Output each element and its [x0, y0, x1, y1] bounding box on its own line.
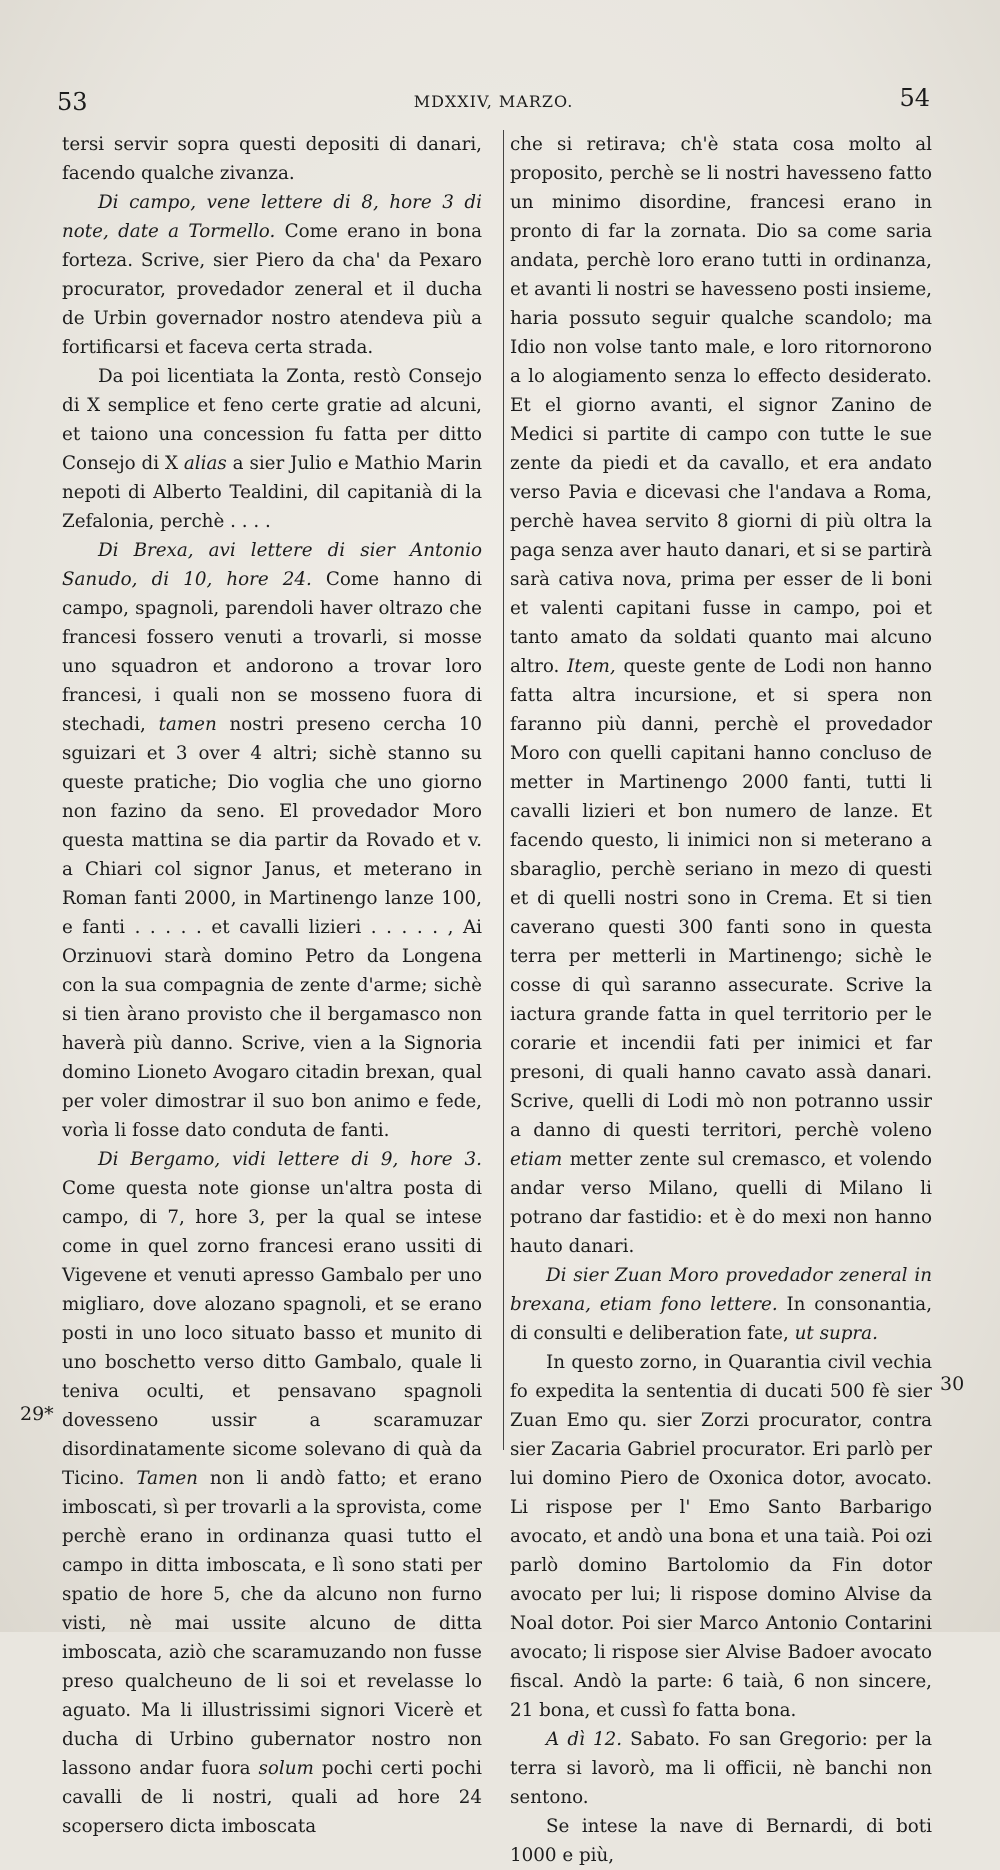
- page-number-right: 54: [899, 84, 930, 112]
- paragraph: A dì 12. Sabato. Fo san Gregorio: per la terra si lavorò, ma li officii, nè banchi non sentono.: [510, 1729, 932, 1808]
- paragraph: Di campo, vene lettere di 8, hore 3 di note, date a Tormello. Come erano in bona forteza. Scrive, sier Piero da cha' da Pexaro procurator, provedador zeneral et il ducha de Urbin governador nostro atendeva più a fortificarsi et faceva certa strada.: [62, 192, 482, 358]
- margin-number-right: 30: [940, 1373, 965, 1395]
- entry-heading: Di Bergamo, vidi lettere di 9, hore 3.: [98, 1149, 482, 1170]
- entry-heading: Di campo, vene lettere di 8, hore 3 di note, date a Tormello.: [62, 192, 482, 242]
- margin-number-left: 29*: [20, 1403, 54, 1425]
- entry-heading: Di Brexa, avi lettere di sier Antonio Sanudo, di 10, hore 24.: [62, 540, 482, 590]
- paragraph: Di Brexa, avi lettere di sier Antonio Sanudo, di 10, hore 24. Come hanno di campo, spagnoli, parendoli haver oltrazo che francesi fossero venuti a trovarli, si mosse uno squadron et andorono a trovar loro francesi, i quali non se mosseno fuora di stechadi, tamen nostri preseno cercha 10 sguizari et 3 over 4 altri; sichè stanno su queste pratiche; Dio voglia che uno giorno non fazino da seno. El provedador Moro questa mattina se dia partir da Rovado et v. a Chiari col signor Janus, et meterano in Roman fanti 2000, in Martinengo lanze 100, e fanti . . . . . et cavalli lizieri . . . . . , Ai Orzinuovi starà domino Petro da Longena con la sua compagnia de zente d'arme; sichè si tien àrano provisto che il bergamasco non haverà più danno. Scrive, vien a la Signoria domino Lioneto Avogaro citadin brexan, qual per voler dimostrar il suo bon animo e fede, vorìa li fosse dato conduta de fanti.: [62, 540, 482, 1141]
- entry-heading: A dì 12.: [546, 1729, 623, 1750]
- paragraph: Da poi licentiata la Zonta, restò Consejo di X semplice et feno certe gratie ad alcuni, et taiono una concession fu fatta per ditto Consejo di X alias a sier Julio e Mathio Marin nepoti di Alberto Tealdini, dil capitanià di la Zefalonia, perchè . . . .: [62, 366, 482, 532]
- left-column: [62, 130, 482, 1841]
- paragraph: tersi servir sopra questi depositi di danari, facendo qualche zivanza.: [62, 134, 482, 184]
- column-divider: [503, 130, 504, 1450]
- paragraph: Di sier Zuan Moro provedador zeneral in brexana, etiam fono lettere. In consonantia, di consulti e deliberation fate, ut supra.: [510, 1265, 933, 1344]
- paragraph: Se intese la nave di Bernardi, di boti 1000 e più,: [510, 1816, 932, 1866]
- paragraph: Di Bergamo, vidi lettere di 9, hore 3. Come questa note gionse un'altra posta di campo, di 7, hore 3, per la qual se intese come in quel zorno francesi erano ussiti di Vigevene et venuti apresso Gambalo per uno migliaro, dove alozano spagnoli, et se erano posti in uno loco situato basso et munito di uno boschetto verso ditto Gambalo, quale li teniva oculti, et pensavano spagnoli dovesseno ussir a scaramuzar disordinatamente sicome solevano di quà da Ticino. Tamen non li andò fatto; et erano imboscati, sì per trovarli a la sprovista, come perchè erano in ordinanza quasi tutto el campo in ditta imboscata, e lì sono stati per spatio de hore 5, che da alcuno non furno visti, nè mai ussite alcuno de ditta imboscata, aziò che scaramuzando non fusse preso qualcheuno de li soi et revelasse lo aguato. Ma li illustrissimi signori Vicerè et ducha di Urbino gubernator nostro non lassono andar fuora solum pochi certi pochi cavalli de li nostri, quali ad hore 24 scopersero dicta imboscata: [62, 1149, 483, 1837]
- entry-heading: Di sier Zuan Moro provedador zeneral in brexana, etiam fono lettere.: [510, 1265, 932, 1315]
- paragraph: In questo zorno, in Quarantia civil vechia fo expedita la sententia di ducati 500 fè sier Zuan Emo qu. sier Zorzi procurator, contra sier Zacaria Gabriel procurator. Eri parlò per lui domino Piero de Oxonica dotor, avocato. Li rispose per l' Emo Santo Barbarigo avocato, et andò una bona et una taià. Poi ozi parlò domino Bartolomio da Fin dotor avocato per lui; li rispose domino Alvise da Noal dotor. Poi sier Marco Antonio Contarini avocato; li rispose sier Alvise Badoer avocato fiscal. Andò la parte: 6 taià, 6 non sincere, 21 bona, et cussì fo fatta bona.: [510, 1352, 932, 1721]
- page-number-left: 53: [57, 88, 88, 116]
- running-header: [57, 84, 930, 118]
- paragraph: che si retirava; ch'è stata cosa molto al proposito, perchè se li nostri havesseno fatto un minimo disordine, francesi erano in pronto di far la zornata. Dio sa come saria andata, perchè loro erano tutti in ordinanza, et avanti li nostri se havesseno posti insieme, haria possuto seguir qualche scandolo; ma Idio non volse tanto male, e loro ritornorono a lo alogiamento senza lo effecto desiderato. Et el giorno avanti, el signor Zanino de Medici si partite di campo con tutte le sue zente da piedi et da cavallo, et era andato verso Pavia e dicevasi che l'andava a Roma, perchè havea servito 8 giorni di più oltra la paga senza aver hauto danari, et si se partirà sarà cativa nova, prima per esser de li boni et valenti capitani fusse in campo, poi et tanto amato da soldati quanto mai alcuno altro. Item, queste gente de Lodi non hanno fatta altra incursione, et si spera non faranno più danni, perchè el provedador Moro con quelli capitani hanno concluso de metter in Martinengo 2000 fanti, tutti li cavalli lizieri et bon numero de lanze. Et facendo questo, li inimici non si meterano a sbaraglio, perchè seriano in mezo di questi et di quelli nostri sono in Crema. Et si tien caverano questi 300 fanti sono in questa terra per metterli in Martinengo; sichè le cosse di quì saranno assecurate. Scrive la iactura grande fatta in quel territorio per le corarie et incendii fati per inimici et far presoni, di quali hanno cavato assà danari. Scrive, quelli di Lodi mò non potranno ussir a danno di questi territori, perchè voleno etiam metter zente sul cremasco, et volendo andar verso Milano, quelli di Milano li potrano dar fastidio: et è do mexi non hanno hauto danari.: [510, 134, 933, 1257]
- running-title: MDXXIV, MARZO.: [413, 92, 574, 111]
- right-column: [510, 130, 932, 1870]
